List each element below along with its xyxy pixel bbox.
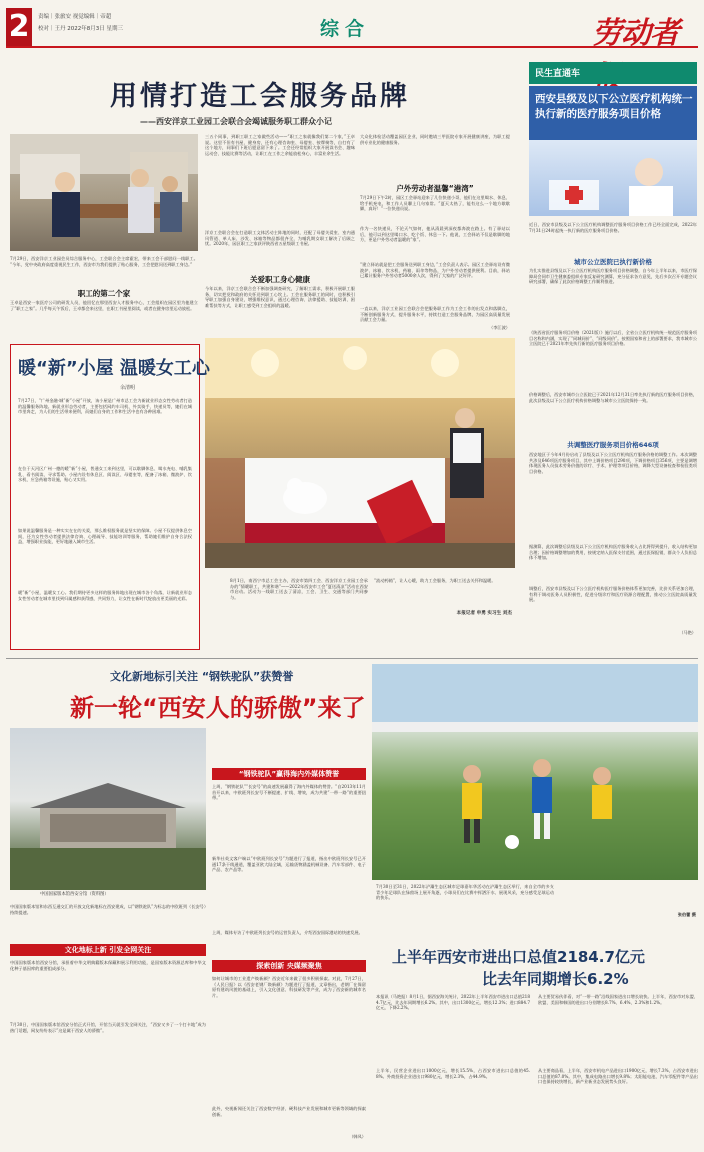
bed-photo-caption-b: “流动药箱”，让人心暖，助力工会服务，为职工送去关怀和温暖。 xyxy=(374,578,496,583)
warm-column-body-d: 暖“新”小屋，温暖女工心。我们期待更多这样的服务阵地出现在城市各个角落，让新就业形态女性劳动者在城市里找到归属感和获得感，共同努力，让女性在新时代绽放出更美丽的光彩。 xyxy=(18,590,192,601)
train-kicker: 文化新地标引关注 “钢铁驼队”获赞誉 xyxy=(110,670,294,683)
medical-photo xyxy=(529,140,697,216)
train-body-h: 此外，央视新闻还关注了西安数字经济、硬科技产业发展和城市更新等领域的探索创新。 xyxy=(212,1106,366,1117)
bed-photo xyxy=(205,338,515,568)
banner-label: 民生直通车 xyxy=(535,69,581,79)
warm-column-body-a: 7月27日，“广州金融·城“新”小屋”开放，该小屋是广州市总工会为新就业形态女性劳动者打造的温馨服务阵地。新就业形态劳动者，主要包括网约车司机、外卖骑手、快递员等，她们在城市里奔走，为人们的生活带来便利，而她们自身的工作和生活中也有各种困难。 xyxy=(18,398,192,415)
train-body-a: 中国国家版本馆和东西互通交汇的开放文化新地标在西安建成，以“钢铁驼队”为标志的中欧班列（长安号）持续提速。 xyxy=(10,904,206,915)
children-football-photo xyxy=(372,664,698,880)
section-title: 综合 xyxy=(320,18,371,40)
trade-body-a: 本报讯（马艳报）8月1日，据西安海关统计，2022年上半年西安市进出口总值2184.7亿元，比去年同期增长6.2%。其中，出口1300亿元，增长12.3%；进口884.7亿元，下降2.2%。 xyxy=(376,994,530,1011)
right-body-b: 为扎实推进县级及以下公立医疗机构医疗服务项目价格调整，自今年上半年以来，市医疗保障局会同市卫生健康委组织专家反复研究测算，充分征求各方意见，先后多次召开专题会议研究部署，确保了此次价格调整工作顺利推进。 xyxy=(529,268,697,285)
train-title: 新一轮“西安人的骄傲”来了 xyxy=(70,694,366,722)
museum-photo-caption: 中国国家版本馆西安分馆（资料图） xyxy=(40,892,109,897)
train-section2-title: 文化地标上新 引发全网关注 xyxy=(64,946,152,954)
lead-body-h: 作为一名快递员，不论天气如何，他从清晨到深夜都奔波在路上。有了驿站以后，他可以到这里喝口水、吃个饭、休息一下。他说，工会驿站不仅是歇脚的地方，更是户外劳动者温暖的“家”。 xyxy=(360,226,510,243)
lead-section2-title: 关爱职工身心健康 xyxy=(250,275,310,284)
train-body-c: 新华社英文客户端以“中欧班列长安号”为题进行了报道，指出中欧班列长安号已开通17条干线通道，覆盖亚欧大陆全域，运输货物涵盖机械设备、汽车零部件、电子产品、农产品等。 xyxy=(212,856,366,873)
page-number: 2 xyxy=(6,8,32,46)
bed-photo-caption: 8月1日，南西宁市总工会主办，西安市第四工会、西安洋京工业园工会承办的“情暖职工，共建和谐”——2022年西安市工会“夏送清凉”活动在西安市启动。活动为一线职工送去了清凉，工会、卫生、交通等部门共同参与。 xyxy=(230,578,368,600)
lead-subtitle: ——西安洋京工业园工会联合会竭诚服务职工群众小记 xyxy=(140,117,332,126)
right-byline-end: （马艳） xyxy=(679,630,696,635)
lead-body-j: 一直以来，洋京工业园工会联合会把服务职工作为工会工作的出发点和落脚点，不断创新服务方式，提升服务水平，持续打造工会服务品牌，为园区高质量发展贡献工会力量。 xyxy=(360,306,510,323)
right-body-g: 调整后，西安市县级及以下公立医疗机构医疗服务价格体系更加完善，比价关系更加合理，有利于调动医务人员积极性，促进分级诊疗和医疗资源合理配置，推动公立医院高质量发展。 xyxy=(529,586,697,603)
train-byline-end: （韩凤） xyxy=(349,1134,366,1139)
right-body-d: 价格调整后，西安市城市公立医院已于2021年12月31日率先执行新的医疗服务项目价格，此次县级及以下公立医疗机构价格调整与城市公立医院保持一致。 xyxy=(529,392,697,403)
right-body-e: 西安地区于今年4月份启动了县级及以下公立医疗机构医疗服务价格的调整工作。本次调整共涉及646项医疗服务项目，其中上调价格项目290项，下调价格项目356项，主要是调增体现医务人员技术劳务价值的诊疗、手术、护理等项目价格，调降大型设备检查和检验类项目价格。 xyxy=(529,452,697,474)
warm-column-title: 暖“新”小屋 温暖女工心 xyxy=(18,358,210,379)
trade-title: 上半年西安市进出口总值2184.7亿元 xyxy=(392,948,645,966)
lead-body-e: 今年以来，洋京工会联合会不断加强调查研究，了解职工需求，积极开展职工服务，切实把党和政府的关怀送到职工心坎上。工会在服务职工的同时，也积极引导职工加强自身建设，增强维权意识，通过心理咨询、法律援助、技能培训、困难帮扶等方式，让职工感受到工会组织的温暖。 xyxy=(205,286,355,308)
trade-body-b: 上半年，民营企业进出口1000亿元，增长15.5%，占西安市进出口总值的45.8%。外商投资企业进出口980亿元，增长2.3%，占44.9%。 xyxy=(376,1068,530,1079)
lead-body-d: 洋京工会联合会在打造职工文体活动主阵地的同时，还配了母婴关爱室、室内通风管道、单人床、沙发、冰箱等物品都很齐全，为哺乳期女职工解决了后顾之忧。2020年，园区职工之家获评陕西省五星级职工书屋。 xyxy=(205,230,355,247)
masthead-logo: 劳动者 xyxy=(592,16,679,51)
workers-photo-art xyxy=(10,134,198,251)
train-section3-title: 探索创新 央媒频聚焦 xyxy=(256,962,322,970)
lead-body-f: 大众化体检活动覆盖园区企业，同时邀请三甲医院专家开展健康讲座，为职工提供专业化的健康服务。 xyxy=(360,134,510,145)
lead-body-c: 三五个同事，到职工职工之家做些活动——“职工之家就像我们第二个家，”王卓说。这里不但有书屋、健身房，还有心理咨询室、母婴室、按摩椅等，自打有了这个地方，同事们下班后愿意留下来了。工会还经常组织大家开展读书会、趣味运动会、技能比赛等活动，让职工在工作之余能放松身心，丰富业余生活。 xyxy=(205,134,355,156)
children-football-photo-art xyxy=(372,664,698,880)
lead-body-b: 王卓是西安一家医疗公司的研发人员，他回忆在那里西安入才服务中心，工会组织在园区里为他建立了“职工之家”。几乎每天午饭后，王卓都会来这里，在职工书屋里阅读，或者在健身房里运动放松。 xyxy=(10,300,198,311)
train-body-b: 上周，“钢铁驼队”“长安号”的高速发展赢得了海内外媒体的赞誉。“自2013年11月首开以来，中欧班列长安号不断提速、扩线、增效，成为共建“一带一路”的重要纽带。” xyxy=(212,784,366,801)
museum-photo-art xyxy=(10,728,206,890)
train-body-f: 7月30日，中国国家版本馆西安分馆正式开馆，开馆当天就引发全网关注，“西安又多了一个打卡地”成为热门话题，网友纷纷表示“这是属于西安人的骄傲”。 xyxy=(10,1022,206,1033)
warm-column-body-b: 在位于天河区广州一德的暖“新”小屋，普通女工来到这里，可以歇脚休息、喝水充电、哺乳集乳、看书阅读、寻求帮助。小屋内设有休息区、阅读区、母婴室等，配备了冰箱、微波炉、饮水机、应急药箱等设施，贴心又实用。 xyxy=(18,466,192,483)
football-caption: 7月30日至31日，2022年浐灞生态区城市足球嘉年华活动在浐灞生态区举行，来自全市的多支青少年足球队在绿茵场上展开角逐，小球员们在比赛中挥洒汗水、展现风采，充分感受足球运动的快乐。 xyxy=(376,884,554,901)
bed-photo-art xyxy=(205,338,515,568)
medical-photo-art xyxy=(529,140,697,216)
proof-line: 校对｜王丹 2022年8月3日 星期三 xyxy=(38,26,123,32)
editor-line: 责编｜张旅安 视觉编辑｜帝超 xyxy=(38,14,112,20)
trade-body-d: 从主要商品看，上半年，西安市机电产品进出口1900亿元，增长7.3%，占西安市进出口总值的87.0%。其中，集成电路出口增长9.8%；太阳能电池、汽车零配件等产品出口也保持较快增长，新产业新业态发展势头良好。 xyxy=(538,1068,698,1085)
lead-body-i: “建立驿站就是把工会服务送到职工身边，”工会负责人表示。园区工会驿站设有微波炉、冰箱、饮水机、药箱、雨伞等物品，为户外劳动者提供便利。目前，驿站已累计服务户外劳动者5000余人次，得到了大家的广泛好评。 xyxy=(360,262,510,279)
train-body-d: 上周，媒体专访了中欧班列长安号的运营负责人，介绍西安国际港站的快速发展。 xyxy=(212,930,363,935)
section-divider xyxy=(6,658,698,659)
lead-body-g: 7月29日下午2时，园区工会驿站迎来了几位快递小哥，他们在这里喝水、休息、给手机充电，和工作人员聊上几句家常。“夏天太热了，能有这么一个地方歇歇脚，真好！”一位快递员说。 xyxy=(360,195,510,212)
train-body-e: 中国国家版本馆西安分馆，承担着中华文明典籍版本保藏和展示利用功能，是国家版本资源总库和中华文化种子基因库的重要组成部分。 xyxy=(10,960,206,971)
lead-body-a: 7月29日，西安洋京工业园会员综合服务中心，工会联合会主席霍宏，带来工会干部慰问一线职工。 “今年，党中央政府高度重视民生工作，西安市为我们提供了贴心服务，工会把慰问送到职工身边。” xyxy=(10,256,198,267)
right-section2-title: 共调整医疗服务项目价格646项 xyxy=(567,441,659,449)
right-title: 西安县级及以下公立医疗机构统一执行新的医疗服务项目价格 xyxy=(535,93,693,120)
lead-byline-end: （李江波） xyxy=(489,325,510,330)
right-body-a: 近日，西安市县级及以下公立医疗机构调整医疗服务项目价格工作已经全面完成，2022年7月31日24时起统一执行新的医疗服务项目价格。 xyxy=(529,222,697,233)
workers-photo xyxy=(10,134,198,251)
warm-column-author: 余清明 xyxy=(120,385,136,391)
trade-body-c: 从主要贸易伙伴看，对“一带一路”沿线国家进出口增长较快。上半年，西安市对东盟、欧盟、美国和韩国的进出口分别增长8.7%、6.4%、2.3%和1.2%。 xyxy=(538,994,698,1005)
train-section1-title: “钢铁驼队”赢得海内外媒体赞誉 xyxy=(238,770,340,778)
right-body-c: 《陕西省医疗服务项目价格（2021版）》施行以后，全省公立医疗机构统一规范医疗服务项目名称和内涵，实现了“同城同价”、“同级同价”。按照国家和省上的部署要求，我市城市公立医院已于2021年率先执行新的医疗服务项目价格。 xyxy=(529,330,697,347)
warm-column-body-c: 如果说温馨服务是一种实实在在的关爱，那么维权服务就是坚实的保障。小屋不仅提供休息空间，还为女性劳动者提供法律咨询、心理疏导、技能培训等服务，帮助她们维护自身合法权益，增强职业技能，更好地融入城市生活。 xyxy=(18,528,192,545)
right-body-f: 据测算，此次调整后县级及以下公立医疗机构医疗服务收入占比将得到提升，收入结构更加合理；因价格调整增加的费用，按规定纳入医保支付范围，通过医保报销，群众个人负担总体不增加。 xyxy=(529,544,697,561)
trade-subtitle: 比去年同期增长6.2% xyxy=(482,970,629,988)
lead-title: 用情打造工会服务品牌 xyxy=(110,81,410,112)
football-caption-byline: 张伯蕾 摄 xyxy=(677,912,696,917)
train-body-g: 如何让城市的工业遗产焕新颜？西安近年来做了很多积极探索。对此，7月27日，《人民日报》以《西安老钢厂焕新颜》为题进行了报道，文章指出，老钢厂在保留原有建筑风貌的基础上，引入文化创意、科技研发等产业，成为了西安新的城市名片。 xyxy=(212,976,366,998)
bed-photo-byline: 本报记者 申勇 实习生 刘杰 xyxy=(456,611,512,616)
lead-section3-title: 户外劳动者温馨“港湾” xyxy=(396,184,474,193)
museum-photo xyxy=(10,728,206,890)
lead-section1-title: 职工的第二个家 xyxy=(77,289,131,298)
right-section1-title: 城市公立医院已执行新价格 xyxy=(574,258,652,266)
